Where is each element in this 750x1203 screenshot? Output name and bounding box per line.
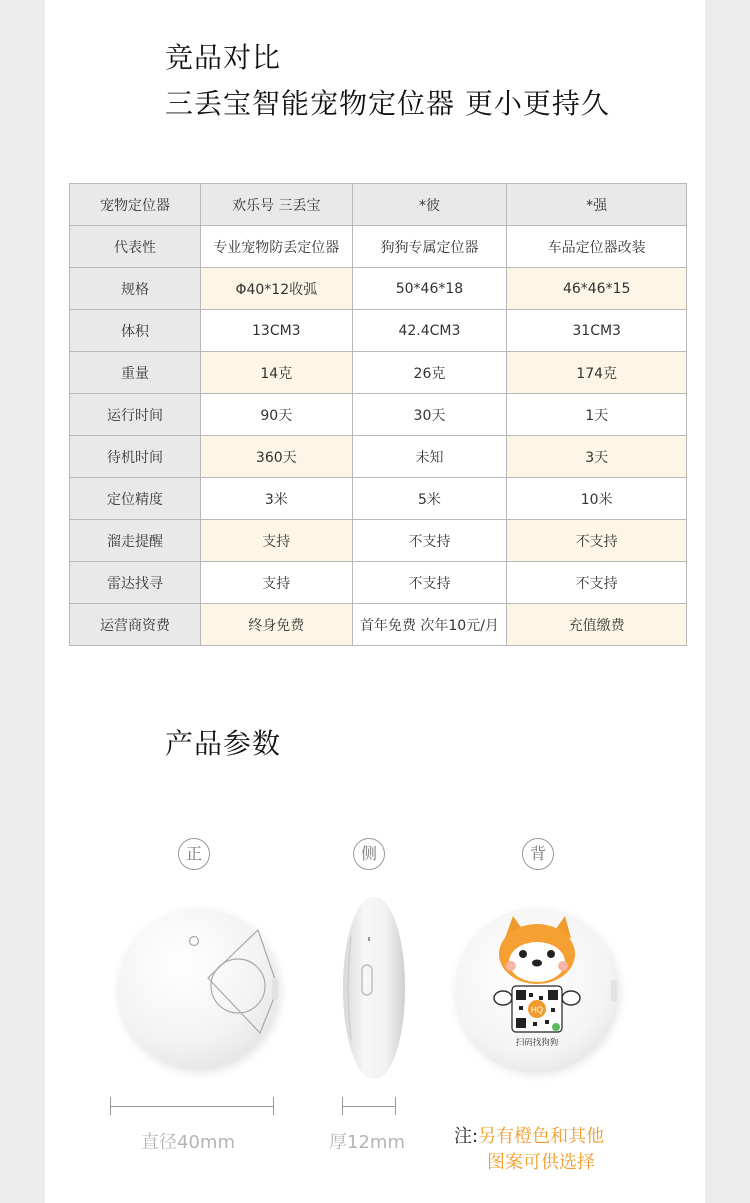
table-cell: 31CM3 [507,310,687,352]
product-page [45,0,705,1203]
row-label: 重量 [70,352,201,394]
table-row [70,310,687,352]
table-row [70,268,687,310]
table-cell: 首年免费 次年10元/月 [352,604,507,646]
table-row [70,478,687,520]
table-cell: 车品定位器改装 [507,226,687,268]
section-title-comparison: 竞品对比 [165,41,282,74]
table-cell: 360天 [201,436,353,478]
table-header-row [70,184,687,226]
comparison-table [69,183,687,646]
row-label: 溜走提醒 [70,520,201,562]
table-row [70,520,687,562]
table-cell: 3天 [507,436,687,478]
dimension-tick [342,1097,343,1115]
table-row [70,604,687,646]
dimension-tick [395,1097,396,1115]
table-header-cell: *彼 [352,184,507,226]
diameter-dimension-line [110,1106,274,1107]
table-cell: 不支持 [507,520,687,562]
table-cell: Φ40*12收弧 [201,268,353,310]
table-cell: 174克 [507,352,687,394]
table-cell: 不支持 [352,520,507,562]
table-cell: 不支持 [507,562,687,604]
table-header-cell: 欢乐号 三丢宝 [201,184,353,226]
note-line-1 [454,1122,604,1148]
side-profile-details [343,897,405,1079]
table-row [70,226,687,268]
table-cell: 26克 [352,352,507,394]
table-cell: 充值缴费 [507,604,687,646]
table-cell: 狗狗专属定位器 [352,226,507,268]
table-cell: 90天 [201,394,353,436]
table-row [70,394,687,436]
table-cell: 终身免费 [201,604,353,646]
table-cell: 3米 [201,478,353,520]
headline: 三丢宝智能宠物定位器 更小更持久 [165,87,610,120]
table-row [70,352,687,394]
note-label: 注: [454,1126,479,1147]
row-label: 体积 [70,310,201,352]
row-label: 规格 [70,268,201,310]
row-label: 运行时间 [70,394,201,436]
thickness-dimension-line [342,1106,395,1107]
table-row [70,562,687,604]
table-cell: 13CM3 [201,310,353,352]
device-front-image [118,908,278,1068]
device-back-image [455,908,617,1070]
view-label-front: 正 [178,838,210,870]
row-label: 运营商资费 [70,604,201,646]
note-text-2: 图案可供选择 [487,1152,595,1173]
table-header-cell: 宠物定位器 [70,184,201,226]
dimension-tick [110,1097,111,1115]
dimension-tick [273,1097,274,1115]
table-cell: 46*46*15 [507,268,687,310]
table-cell: 50*46*18 [352,268,507,310]
front-face-pattern [118,908,278,1068]
row-label: 雷达找寻 [70,562,201,604]
qr-badge: HQ [531,1005,543,1015]
row-label: 待机时间 [70,436,201,478]
table-cell: 支持 [201,520,353,562]
note-text-1: 另有橙色和其他 [478,1126,605,1147]
table-cell: 30天 [352,394,507,436]
table-cell: 支持 [201,562,353,604]
table-cell: 不支持 [352,562,507,604]
table-cell: 5米 [352,478,507,520]
diameter-label: 直径40mm [141,1132,235,1153]
dog-sticker-art [455,908,617,1070]
table-row [70,436,687,478]
row-label: 代表性 [70,226,201,268]
view-label-back: 背 [522,838,554,870]
note-line-2 [487,1148,595,1174]
table-header-cell: *强 [507,184,687,226]
table-cell: 42.4CM3 [352,310,507,352]
table-cell: 1天 [507,394,687,436]
table-cell: 14克 [201,352,353,394]
table-cell: 未知 [352,436,507,478]
table-cell: 10米 [507,478,687,520]
thickness-label: 厚12mm [329,1132,405,1153]
table-cell: 专业宠物防丢定位器 [201,226,353,268]
view-label-side: 侧 [353,838,385,870]
row-label: 定位精度 [70,478,201,520]
section-title-params: 产品参数 [165,727,282,760]
qr-caption: 扫码找狗狗 [515,1038,559,1048]
device-side-image [343,897,405,1079]
